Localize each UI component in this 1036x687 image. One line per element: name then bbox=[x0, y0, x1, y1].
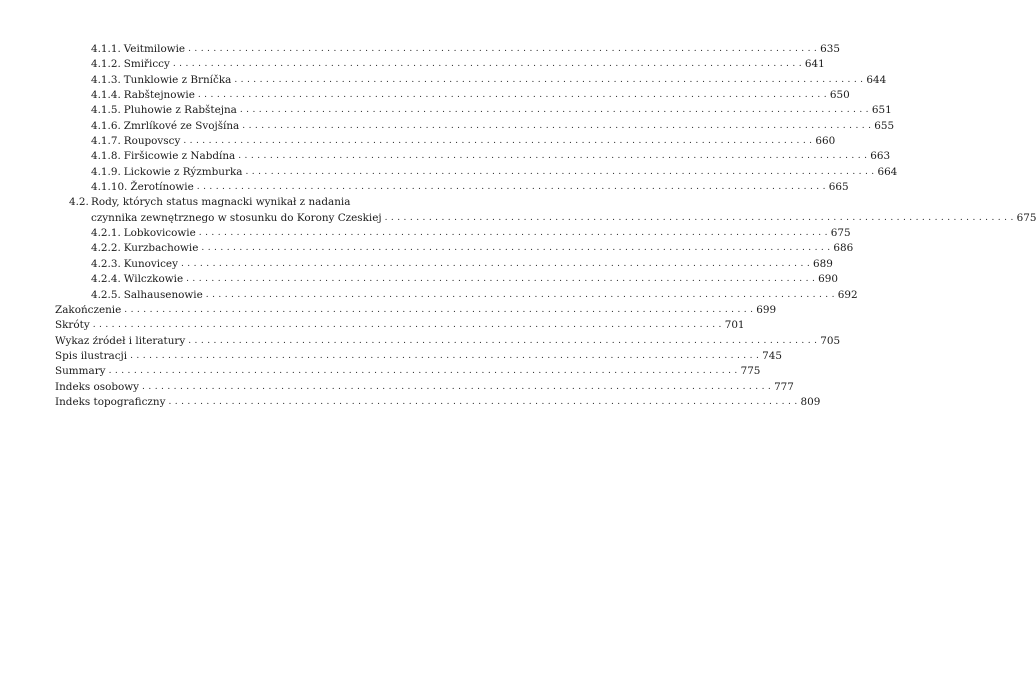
toc-entry-page: 651 bbox=[871, 104, 892, 117]
toc-entry-page: 745 bbox=[762, 349, 782, 362]
toc-entry-page: 692 bbox=[837, 288, 858, 301]
toc-entry-skroty[interactable] bbox=[55, 318, 745, 333]
toc-entry-indeks-topograficzny[interactable] bbox=[55, 395, 821, 410]
toc-entry-page: 699 bbox=[756, 303, 777, 316]
toc-entry-number: 4.1.6. bbox=[91, 119, 121, 132]
table-of-contents bbox=[0, 42, 1036, 410]
toc-entry-number: 4.1.2. bbox=[91, 58, 121, 71]
toc-entry-4-1-3[interactable] bbox=[91, 73, 887, 88]
toc-entry-number: 4.2. bbox=[69, 196, 89, 209]
toc-entry-title: Rabštejnowie bbox=[123, 89, 195, 102]
toc-entry-page: 777 bbox=[774, 380, 794, 393]
dot-leader bbox=[130, 348, 759, 364]
toc-entry-4-1-7[interactable] bbox=[91, 134, 836, 149]
dot-leader bbox=[201, 240, 830, 256]
dot-leader bbox=[168, 394, 797, 410]
toc-entry-title: Veitmilowie bbox=[123, 43, 186, 55]
toc-entry-4-1-4[interactable] bbox=[91, 88, 850, 103]
dot-leader bbox=[234, 72, 863, 88]
toc-entry-title: Lickowie z Rýzmburka bbox=[123, 165, 243, 178]
toc-entry-title: Wykaz źródeł i literatury bbox=[55, 334, 186, 347]
toc-entry-page: 660 bbox=[815, 135, 836, 148]
toc-entry-page: 650 bbox=[829, 89, 850, 102]
toc-entry-title: Spis ilustracji bbox=[55, 349, 128, 362]
dot-leader bbox=[197, 179, 826, 195]
toc-entry-4-1-8[interactable] bbox=[91, 149, 891, 164]
toc-entry-title: Zmrlíkové ze Svojšína bbox=[123, 119, 240, 132]
dot-leader bbox=[385, 210, 1014, 226]
toc-entry-page: 705 bbox=[820, 334, 841, 347]
toc-entry-page: 663 bbox=[870, 150, 891, 163]
toc-entry-title-line1: Rody, których status magnacki wynikał z nadania bbox=[91, 196, 351, 209]
toc-entry-page: 809 bbox=[800, 395, 821, 408]
toc-entry-4-2-1[interactable] bbox=[91, 226, 851, 241]
toc-entry-number: 4.2.5. bbox=[91, 288, 121, 301]
toc-entry-page: 665 bbox=[828, 181, 849, 194]
toc-entry-number: 4.1.9. bbox=[91, 165, 121, 178]
toc-entry-number: 4.1.5. bbox=[91, 104, 121, 117]
toc-entry-title: Pluhowie z Rabštejna bbox=[123, 104, 237, 117]
toc-entry-wykaz-zrodel[interactable] bbox=[55, 334, 841, 349]
dot-leader bbox=[188, 41, 817, 57]
toc-entry-summary[interactable] bbox=[55, 364, 761, 379]
dot-leader bbox=[242, 118, 871, 134]
toc-entry-title: Indeks topograficzny bbox=[55, 395, 166, 408]
toc-entry-page: 641 bbox=[804, 58, 825, 71]
toc-entry-4-1-5[interactable] bbox=[91, 103, 892, 118]
toc-entry-number: 4.1.1. bbox=[91, 43, 121, 55]
dot-leader bbox=[198, 87, 827, 103]
toc-entry-number: 4.1.8. bbox=[91, 150, 121, 163]
toc-entry-title: Kurzbachowie bbox=[123, 242, 199, 255]
dot-leader bbox=[188, 333, 817, 349]
toc-entry-title-line2: czynnika zewnętrznego w stosunku do Korony Czeskiej bbox=[91, 211, 382, 224]
toc-entry-title: Tunklowie z Brníčka bbox=[123, 73, 232, 86]
dot-leader bbox=[245, 164, 874, 180]
toc-entry-title: Kunovicey bbox=[123, 257, 178, 270]
toc-entry-4-2[interactable] bbox=[69, 195, 1036, 226]
toc-entry-page: 689 bbox=[812, 257, 833, 270]
toc-entry-title: Wilczkowie bbox=[123, 273, 184, 286]
toc-entry-4-2-4[interactable] bbox=[91, 272, 838, 287]
toc-entry-4-1-2[interactable] bbox=[91, 57, 825, 72]
toc-entry-indeks-osobowy[interactable] bbox=[55, 380, 794, 395]
toc-entry-page: 775 bbox=[740, 365, 761, 378]
dot-leader bbox=[181, 256, 810, 272]
toc-entry-number: 4.2.3. bbox=[91, 257, 121, 270]
toc-entry-title: Roupovscy bbox=[123, 135, 181, 148]
toc-entry-title: Žerotínowie bbox=[130, 181, 194, 194]
dot-leader bbox=[183, 133, 812, 149]
toc-entry-title: Skróty bbox=[55, 319, 90, 332]
dot-leader bbox=[142, 379, 771, 395]
toc-entry-4-1-9[interactable] bbox=[91, 165, 898, 180]
dot-leader bbox=[206, 287, 835, 303]
toc-entry-title-line2-row bbox=[91, 211, 1036, 226]
toc-entry-page: 675 bbox=[830, 227, 851, 240]
toc-entry-title: Smiřiccy bbox=[123, 58, 170, 71]
dot-leader bbox=[240, 102, 869, 118]
toc-entry-4-2-5[interactable] bbox=[91, 288, 858, 303]
toc-entry-page: 690 bbox=[818, 273, 838, 286]
toc-entry-4-1-10[interactable] bbox=[91, 180, 849, 195]
toc-entry-number: 4.1.7. bbox=[91, 135, 121, 148]
toc-entry-title: Zakończenie bbox=[55, 303, 122, 316]
toc-entry-spis-ilustracji[interactable] bbox=[55, 349, 782, 364]
dot-leader bbox=[109, 363, 738, 379]
toc-entry-4-1-1[interactable] bbox=[91, 42, 840, 57]
toc-entry-page: 675 bbox=[1016, 211, 1036, 224]
toc-entry-number: 4.1.10. bbox=[91, 181, 128, 194]
toc-entry-number: 4.1.4. bbox=[91, 89, 121, 102]
toc-entry-page: 686 bbox=[833, 242, 854, 255]
toc-entry-title: Salhausenowie bbox=[123, 288, 203, 301]
toc-entry-title: Firšicowie z Nabdína bbox=[123, 150, 236, 163]
toc-entry-number: 4.2.2. bbox=[91, 242, 121, 255]
toc-entry-page: 655 bbox=[874, 119, 895, 132]
dot-leader bbox=[93, 317, 722, 333]
toc-entry-4-2-3[interactable] bbox=[91, 257, 833, 272]
toc-entry-4-2-2[interactable] bbox=[91, 241, 854, 256]
dot-leader bbox=[199, 225, 828, 241]
toc-entry-number: 4.2.1. bbox=[91, 227, 121, 240]
toc-entry-body bbox=[91, 195, 1036, 226]
toc-entry-4-1-6[interactable] bbox=[91, 119, 895, 134]
toc-entry-number: 4.1.3. bbox=[91, 73, 121, 86]
dot-leader bbox=[186, 271, 815, 287]
toc-entry-title: Summary bbox=[55, 365, 106, 378]
toc-entry-page: 701 bbox=[724, 319, 745, 332]
dot-leader bbox=[173, 56, 802, 72]
toc-entry-title: Indeks osobowy bbox=[55, 380, 140, 393]
toc-entry-number: 4.2.4. bbox=[91, 273, 121, 286]
toc-entry-title: Lobkovicowie bbox=[123, 227, 196, 240]
toc-entry-page: 644 bbox=[866, 73, 887, 86]
toc-entry-page: 635 bbox=[820, 43, 840, 55]
toc-entry-page: 664 bbox=[877, 165, 898, 178]
toc-entry-zakonczenie[interactable] bbox=[55, 303, 777, 318]
dot-leader bbox=[124, 302, 753, 318]
dot-leader bbox=[238, 148, 867, 164]
